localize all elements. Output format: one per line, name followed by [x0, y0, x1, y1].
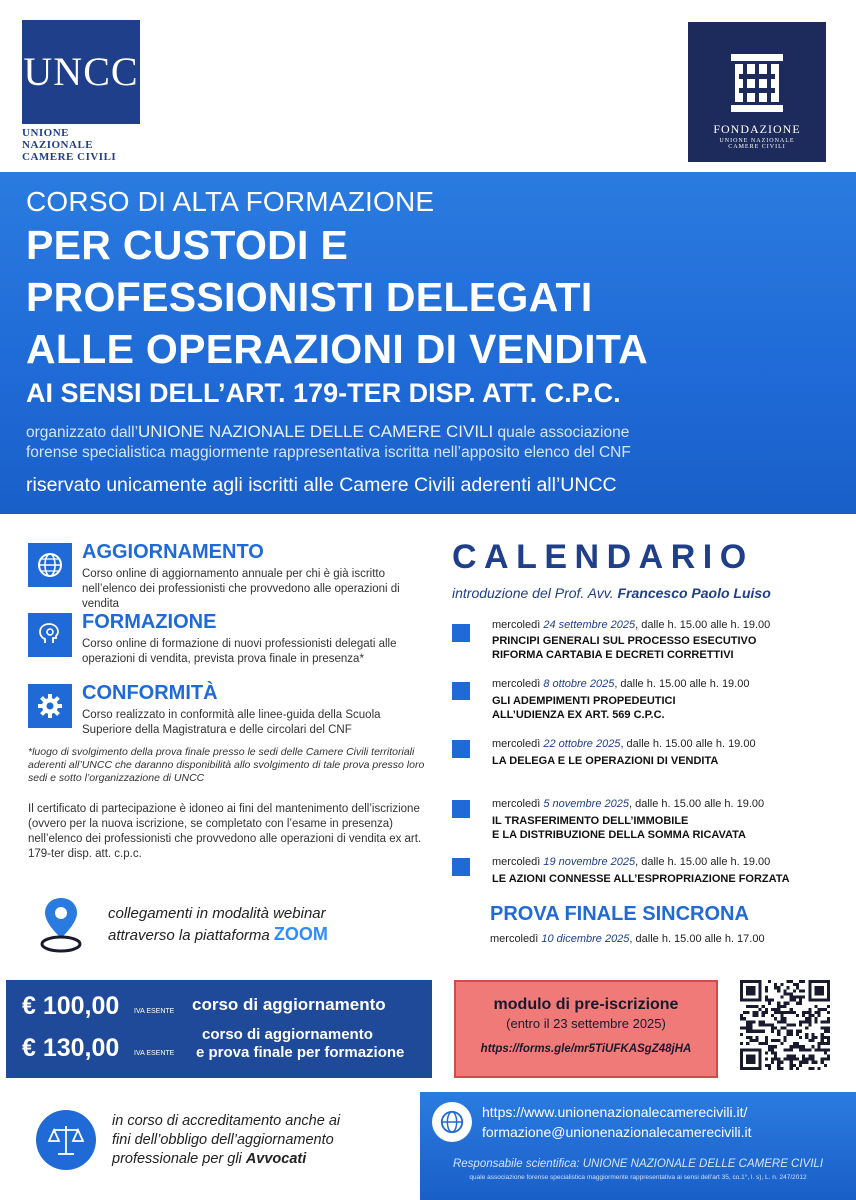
banner-title-line-1: PER CUSTODI E [26, 222, 349, 268]
feature-title: FORMAZIONE [82, 611, 217, 633]
feature-desc: Corso online di formazione di nuovi professionisti delegati alle operazioni di vendita, prevista prova finale in presenza* [82, 638, 397, 665]
event-day: mercoledì [492, 619, 544, 631]
price-box [6, 980, 432, 1078]
uncc-logo-caption-1: UNIONE NAZIONALE [22, 127, 94, 151]
feature-title: AGGIORNAMENTO [82, 541, 264, 563]
banner-title-line-3: ALLE OPERAZIONI DI VENDITA [26, 326, 649, 372]
accreditation-text [112, 1112, 340, 1169]
organizer-name: UNIONE NAZIONALE DELLE CAMERE CIVILI [138, 422, 494, 441]
contacts-box [420, 1092, 856, 1200]
fondazione-sub-1: UNIONE NAZIONALE [719, 138, 795, 144]
price-label-formazione-1: corso di aggiornamento [202, 1026, 373, 1043]
fondazione-logo [688, 22, 826, 162]
event-title-1: IL TRASFERIMENTO DELL’IMMOBILE [492, 815, 689, 827]
event-bullet [452, 858, 470, 876]
event-date: 8 ottobre 2025 [543, 678, 615, 690]
feature-desc: Corso online di aggiornamento annuale per chi è già iscritto nell’elenco dei professionisti che provvedono alle operazioni di vendita [82, 568, 400, 610]
price-formazione: € 130,00 [22, 1034, 120, 1062]
event-time: , dalle h. 15.00 alle h. 19.00 [614, 678, 750, 690]
price-aggiornamento: € 100,00 [22, 992, 120, 1020]
event-day: mercoledì [492, 798, 544, 810]
banner-reserved: riservato unicamente agli iscritti alle Camere Civili aderenti all’UNCC [26, 474, 617, 496]
final-exam-date-line [490, 933, 765, 945]
title-banner [0, 172, 856, 514]
zoom-label: ZOOM [273, 924, 328, 944]
registration-title: modulo di pre-iscrizione [493, 996, 679, 1013]
fondazione-sub-2: CAMERE CIVILI [728, 144, 786, 150]
event-time: , dalle h. 15.00 alle h. 19.00 [628, 798, 765, 810]
calendar-title: CALENDARIO [452, 538, 754, 576]
organizer-line-2: forense specialistica maggiormente rappresentativa iscritta nell’apposito elenco del CNF [26, 444, 631, 461]
scientific-responsible-note: quale associazione forense specialistica maggiormente rappresentativa ai sensi dell’art 35, co.1°, l. s), L. n. 247/2012 [469, 1174, 807, 1181]
event-date: 19 novembre 2025 [543, 856, 636, 868]
scientific-responsible: Responsabile scientifica: UNIONE NAZIONALE DELLE CAMERE CIVILI [452, 1158, 824, 1170]
organizer-pre: organizzato dall’ [26, 424, 139, 441]
event-title-1: LE AZIONI CONNESSE ALL’ESPROPRIAZIONE FORZATA [492, 873, 790, 885]
accreditation-line-2: fini dell’obbligo dell’aggiornamento [112, 1132, 334, 1148]
banner-legal-ref: AI SENSI DELL’ART. 179-TER DISP. ATT. C.P.C. [26, 378, 621, 408]
price-iva-1: IVA ESENTE [134, 1008, 175, 1015]
final-exam-title: PROVA FINALE SINCRONA [490, 903, 749, 925]
uncc-logo-caption-2: CAMERE CIVILI [22, 151, 117, 163]
event-title-1: GLI ADEMPIMENTI PROPEDEUTICI [492, 695, 676, 707]
scales-icon [36, 1110, 96, 1170]
organizer-post: quale associazione [493, 424, 630, 441]
webinar-line-2: attraverso la piattaforma [108, 927, 270, 944]
certificate-note: Il certificato di partecipazione è idoneo ai fini del mantenimento dell’iscrizione (ovvero per la nuova iscrizione, se completato con l’esame in presenza) nell’elenco dei professionisti che provvedono alle operazioni di vendita ex art. 179-ter disp. att. c.p.c. [28, 803, 422, 860]
calendar-intro-text: introduzione del Prof. Avv. [452, 585, 618, 601]
banner-course-type: CORSO DI ALTA FORMAZIONE [26, 186, 435, 217]
webinar-info [108, 904, 328, 946]
temple-icon [727, 52, 787, 114]
event-date: 24 settembre 2025 [543, 619, 636, 631]
event-bullet [452, 624, 470, 642]
location-pin-icon [38, 894, 84, 954]
event-title-1: LA DELEGA E LE OPERAZIONI DI VENDITA [492, 755, 719, 767]
accreditation-avvocati: Avvocati [245, 1151, 307, 1167]
event-bullet [452, 800, 470, 818]
event-title-2: ALL’UDIENZA EX ART. 569 C.P.C. [492, 709, 665, 721]
event-date-line [492, 738, 756, 750]
event-bullet [452, 740, 470, 758]
event-time: , dalle h. 15.00 alle h. 19.00 [635, 619, 771, 631]
event-date-line [492, 619, 770, 631]
accreditation-line-3: professionale per gli [112, 1151, 246, 1167]
event-date-line [492, 856, 770, 868]
event-date-line [492, 798, 764, 810]
email-link[interactable]: formazione@unionenazionalecamerecivili.it [482, 1124, 752, 1140]
event-title-2: RIFORMA CARTABIA E DECRETI CORRETTIVI [492, 649, 734, 661]
event-date: 22 ottobre 2025 [543, 738, 621, 750]
accreditation-line-1: in corso di accreditamento anche ai [112, 1113, 341, 1129]
feature-title: CONFORMITÀ [82, 682, 218, 704]
event-day: mercoledì [492, 738, 544, 750]
event-day: mercoledì [492, 678, 544, 690]
final-exam-date: 10 dicembre 2025 [541, 933, 630, 945]
registration-deadline: (entro il 23 settembre 2025) [506, 1016, 666, 1031]
event-date-line [492, 678, 749, 690]
event-time: , dalle h. 15.00 alle h. 19.00 [635, 856, 771, 868]
exam-location-note: *luogo di svolgimento della prova finale presso le sedi delle Camere Civili territoriali aderenti all’UNCC che daranno disponibilità allo svolgimento di tale prova presso loro sedi e sotto l’organizzazione di UNCC [28, 746, 425, 784]
website-link[interactable]: https://www.unionenazionalecamerecivili.it/ [482, 1104, 748, 1120]
event-title-1: PRINCIPI GENERALI SUL PROCESSO ESECUTIVO [492, 635, 757, 647]
calendar-intro [452, 585, 771, 601]
event-bullet [452, 682, 470, 700]
fondazione-title: FONDAZIONE [713, 122, 801, 136]
event-day: mercoledì [492, 856, 544, 868]
globe-icon [28, 543, 72, 587]
final-exam-time: , dalle h. 15.00 alle h. 17.00 [629, 933, 765, 945]
event-time: , dalle h. 15.00 alle h. 19.00 [620, 738, 756, 750]
banner-title-line-2: PROFESSIONISTI DELEGATI [26, 274, 593, 320]
price-iva-2: IVA ESENTE [134, 1050, 175, 1057]
event-date: 5 novembre 2025 [543, 798, 629, 810]
web-globe-icon [432, 1102, 472, 1142]
price-label-aggiornamento: corso di aggiornamento [192, 995, 386, 1014]
feature-desc: Corso realizzato in conformità alle linee-guida della Scuola Superiore della Magistratura e delle circolari del CNF [82, 709, 381, 736]
gear-icon [28, 684, 72, 728]
uncc-logo-text: UNCC [23, 49, 139, 94]
contact-links [482, 1102, 751, 1142]
registration-link[interactable]: https://forms.gle/mr5TiUFKASgZ48jHA [480, 1043, 692, 1055]
qr-code[interactable] [740, 980, 830, 1070]
calendar-intro-name: Francesco Paolo Luiso [617, 585, 771, 601]
brain-gear-icon [28, 613, 72, 657]
banner-organizer [26, 422, 631, 463]
uncc-logo-mark [22, 20, 140, 124]
final-exam-day: mercoledì [490, 933, 542, 945]
price-label-formazione-2: e prova finale per formazione [196, 1044, 405, 1061]
registration-box[interactable] [454, 980, 718, 1078]
uncc-logo [22, 20, 140, 163]
event-title-2: E LA DISTRIBUZIONE DELLA SOMMA RICAVATA [492, 829, 747, 841]
webinar-line-1: collegamenti in modalità webinar [108, 905, 326, 922]
